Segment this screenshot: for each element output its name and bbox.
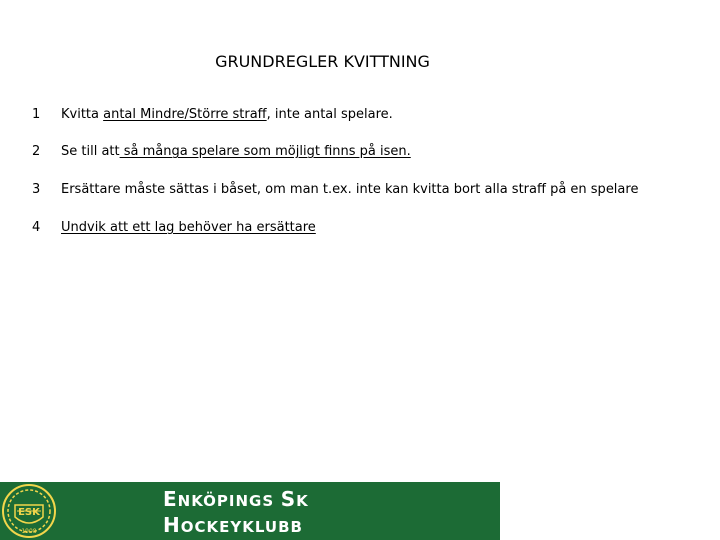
rule-item <box>0 220 720 240</box>
rule-text <box>61 144 411 159</box>
rule-item <box>0 182 720 202</box>
club-logo-icon <box>1 483 57 539</box>
logo-text: ESK <box>18 507 40 518</box>
rule-text <box>61 220 316 235</box>
rule-number: 1 <box>32 107 41 122</box>
rule-item <box>0 107 720 127</box>
rule-text-underlined: antal Mindre/Större straff <box>103 107 267 122</box>
rule-text <box>61 107 393 122</box>
slide-title: GRUNDREGLER KVITTNING <box>215 52 430 71</box>
club-footer-banner <box>0 482 500 540</box>
club-name-line-1: ENKÖPINGS SK <box>163 487 309 511</box>
rule-item <box>0 144 720 164</box>
rule-text-plain: Se till att <box>61 144 120 159</box>
rule-text-underlined: Undvik att ett lag behöver ha ersättare <box>61 220 316 235</box>
rule-text-plain-end: , inte antal spelare. <box>266 107 393 122</box>
rule-text-underlined: så många spelare som möjligt finns på isen. <box>119 144 411 159</box>
rule-text <box>61 182 638 197</box>
rule-number: 2 <box>32 144 41 159</box>
rule-number: 3 <box>32 182 41 197</box>
club-name-line-2: HOCKEYKLUBB <box>163 513 303 537</box>
rule-text-plain: Kvitta <box>61 107 104 122</box>
rule-number: 4 <box>32 220 41 235</box>
logo-year: 1908 <box>21 528 37 535</box>
rule-text-plain: Ersättare måste sättas i båset, om man t.ex. inte kan kvitta bort alla straff på en spelare <box>61 182 639 197</box>
